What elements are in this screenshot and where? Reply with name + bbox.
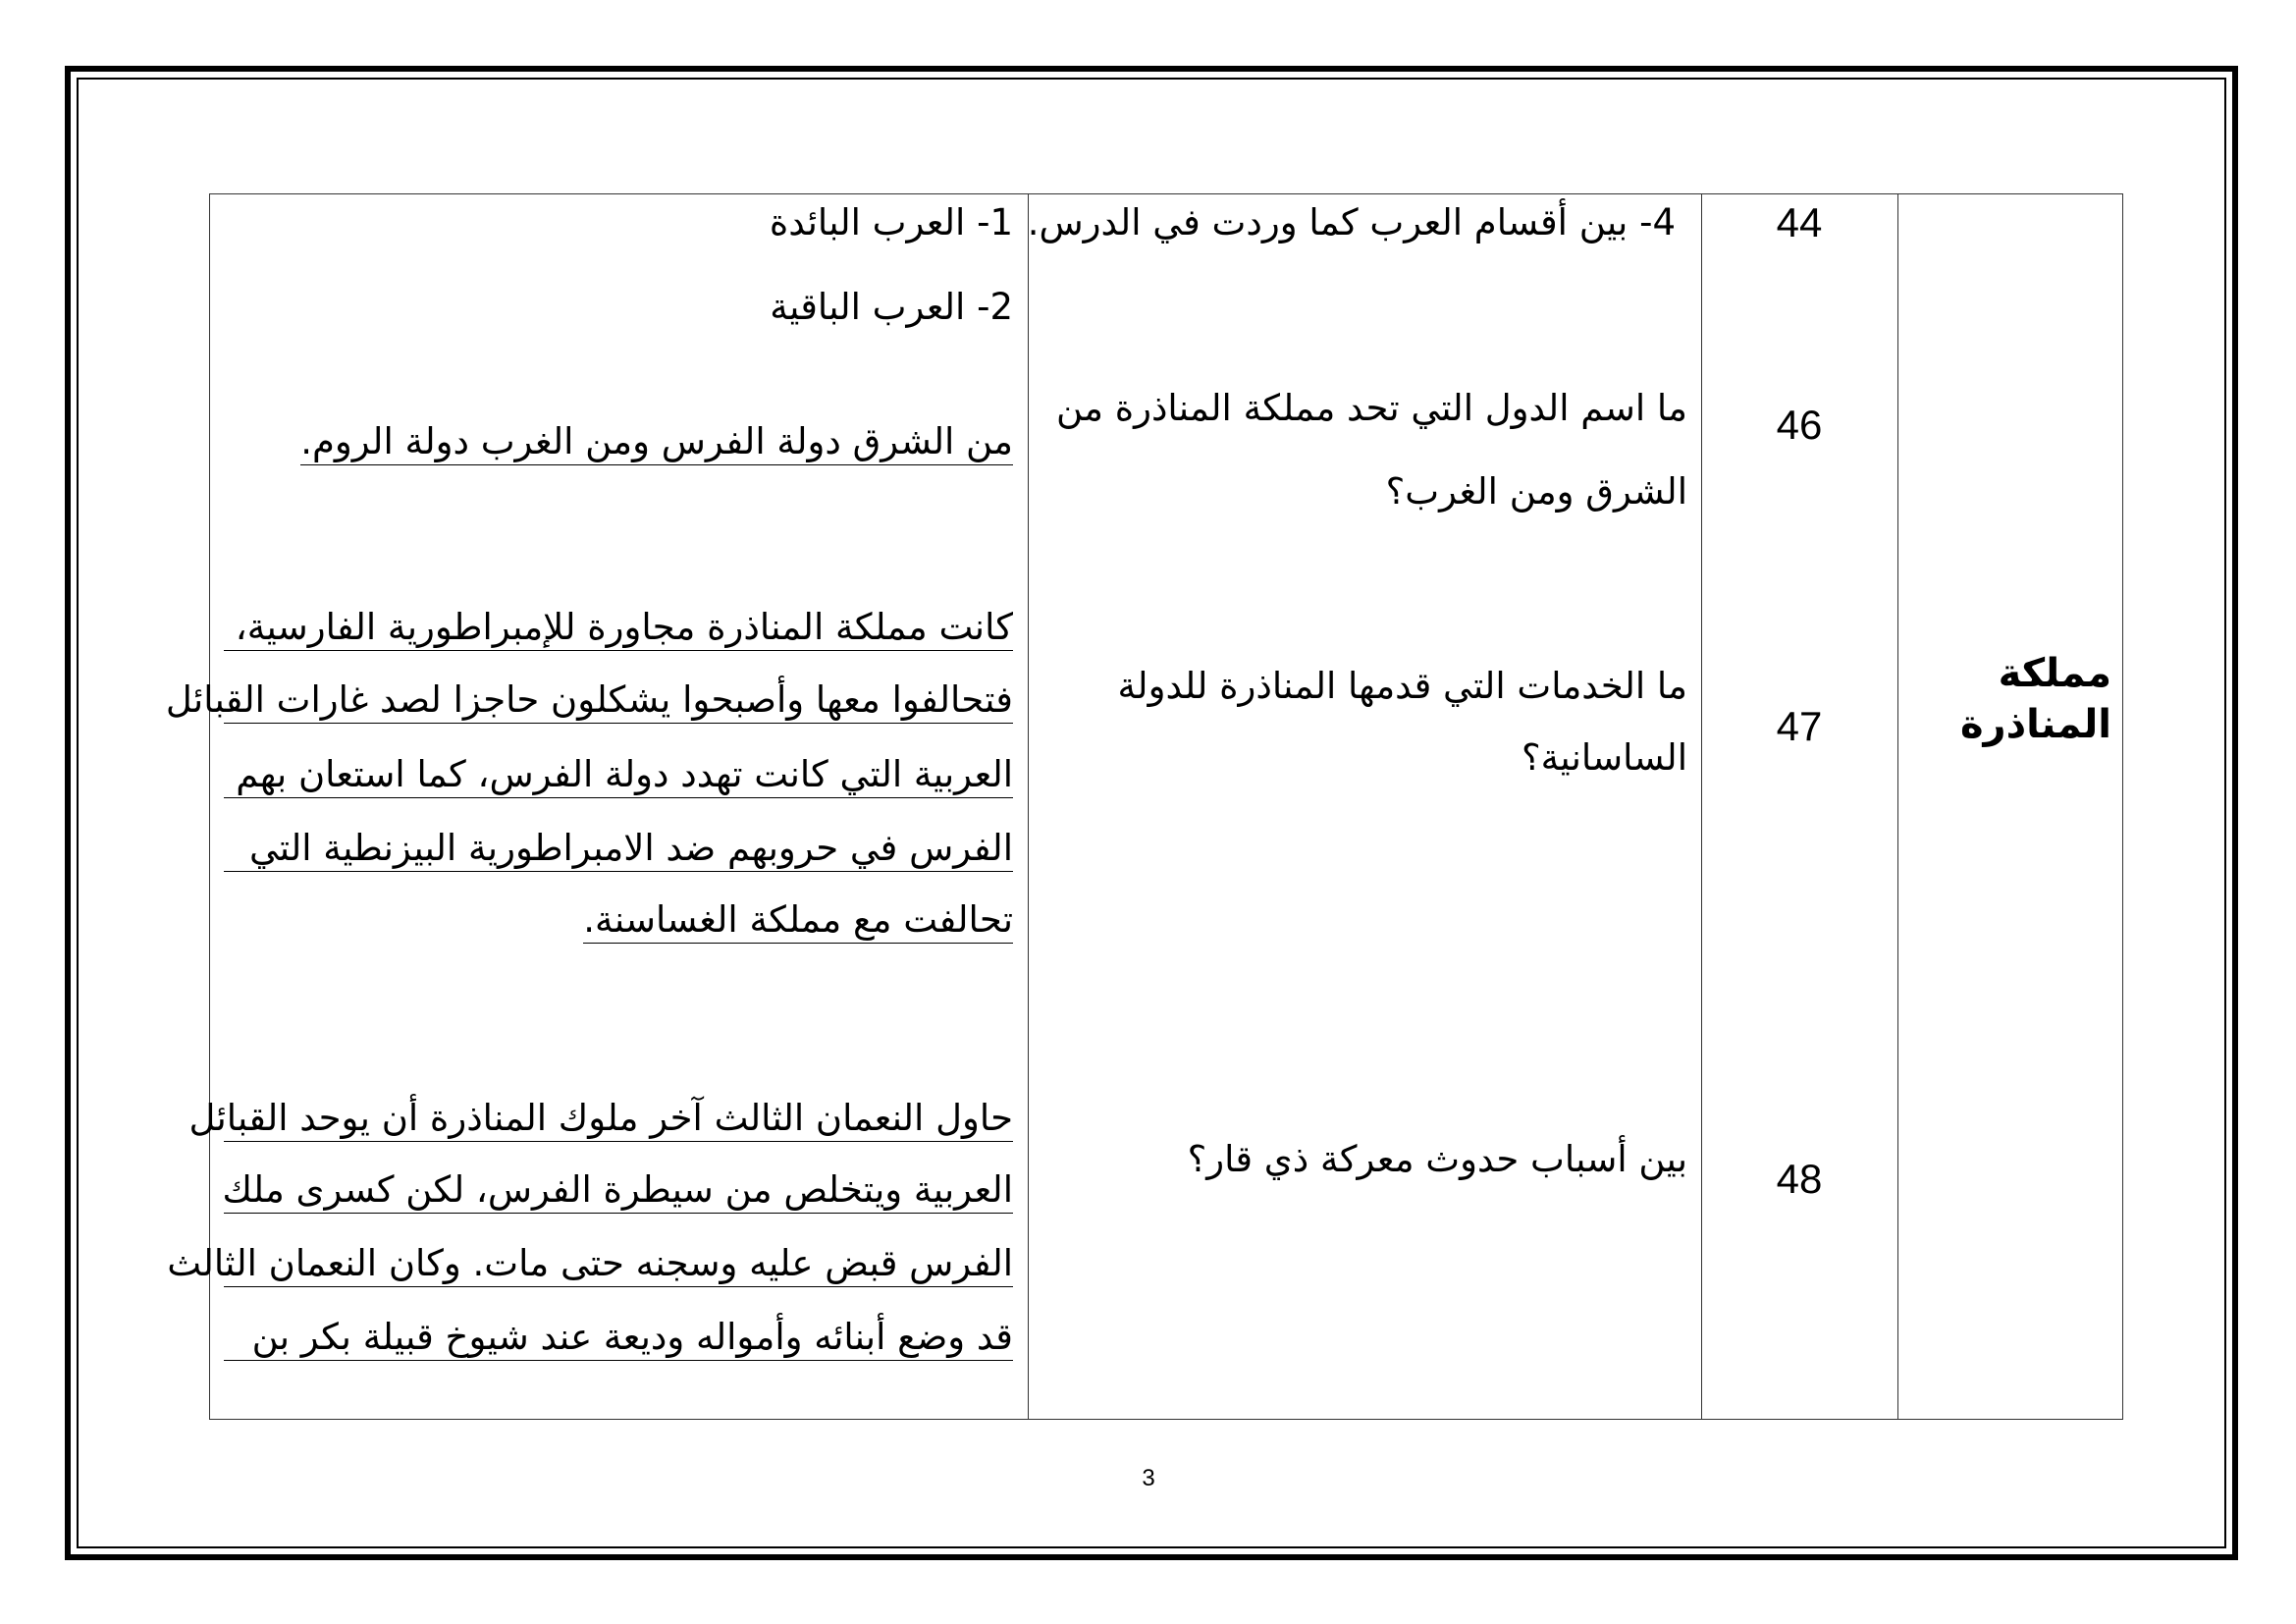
question-text: 4- بين أقسام العرب كما وردت في الدرس. — [1027, 201, 1676, 244]
section-label-line: المناذرة — [1959, 702, 2111, 747]
page-number: 3 — [1142, 1465, 1155, 1491]
section-label-line: مملكة — [1998, 651, 2111, 696]
answer-line: تحالفت مع مملكة الغساسنة. — [583, 901, 1013, 944]
answer-line: كانت مملكة المناذرة مجاورة للإمبراطورية الفارسية، — [224, 609, 1013, 651]
answer-line: العربية التي كانت تهدد دولة الفرس، كما استعان بهم — [224, 756, 1013, 798]
answer-line: العربية ويتخلص من سيطرة الفرس، لكن كسرى ملك — [224, 1171, 1013, 1214]
answer-line: 1- العرب البائدة — [769, 201, 1013, 244]
answer-line: الفرس قبض عليه وسجنه حتى مات. وكان النعمان الثالث — [224, 1245, 1013, 1287]
question-number: 47 — [1776, 703, 1823, 749]
answer-line: الفرس في حروبهم ضد الامبراطورية البيزنطية التي — [224, 830, 1013, 872]
question-text: بين أسباب حدوث معركة ذي قار؟ — [1187, 1138, 1687, 1180]
question-number: 44 — [1776, 199, 1823, 245]
answer-line: 2- العرب الباقية — [770, 286, 1013, 328]
answer-line: حاول النعمان الثالث آخر ملوك المناذرة أن يوحد القبائل — [224, 1100, 1013, 1142]
qa-table — [209, 193, 2123, 1420]
answer-line: قد وضع أبنائه وأمواله وديعة عند شيوخ قبيلة بكر بن — [224, 1319, 1013, 1361]
question-text: الساسانية؟ — [1521, 736, 1687, 779]
section-label — [1960, 648, 2111, 750]
question-text: الشرق ومن الغرب؟ — [1385, 470, 1687, 513]
table-divider-number-section — [1897, 193, 1898, 1420]
question-text: ما اسم الدول التي تحد مملكة المناذرة من — [1055, 387, 1687, 429]
answer-line: فتحالفوا معها وأصبحوا يشكلون حاجزا لصد غارات القبائل — [224, 681, 1013, 724]
answer-line: من الشرق دولة الفرس ومن الغرب دولة الروم. — [300, 423, 1013, 465]
question-number: 48 — [1776, 1156, 1823, 1202]
table-divider-answer-question — [1028, 193, 1029, 1420]
question-number: 46 — [1776, 402, 1823, 448]
question-text: ما الخدمات التي قدمها المناذرة للدولة — [1117, 665, 1687, 707]
table-divider-question-number — [1701, 193, 1702, 1420]
